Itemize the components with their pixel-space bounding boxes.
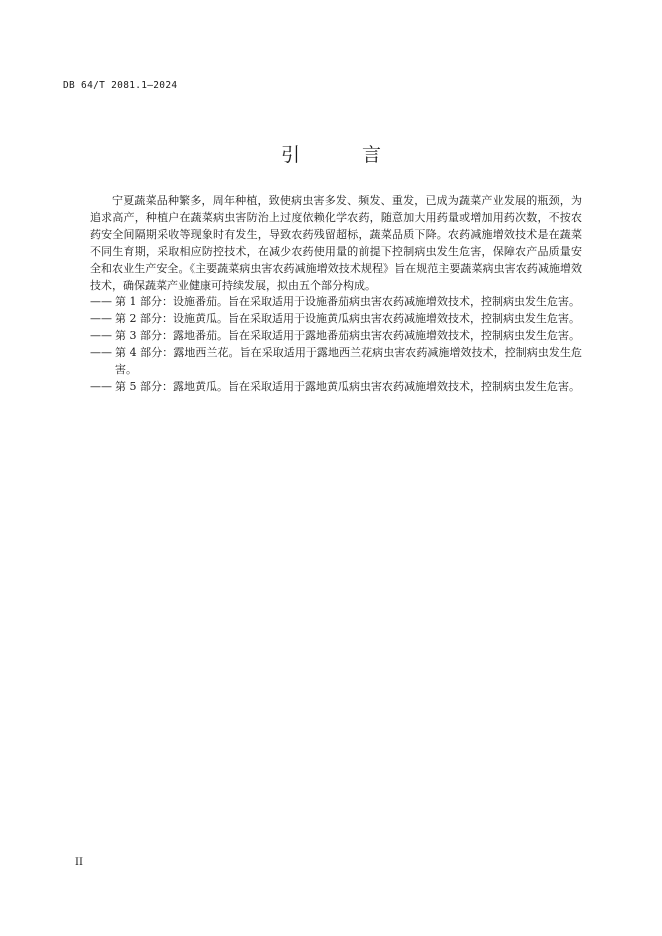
page-number: II bbox=[75, 857, 83, 868]
list-item-text: 第 3 部分：露地番茄。旨在采取适用于露地番茄病虫害农药减施增效技术，控制病虫发生危害。 bbox=[115, 329, 580, 343]
list-dash: —— bbox=[90, 329, 112, 343]
list-item bbox=[90, 294, 582, 311]
list-item bbox=[90, 379, 582, 396]
list-dash: —— bbox=[90, 295, 112, 309]
list-item-text: 第 2 部分：设施黄瓜。旨在采取适用于设施黄瓜病虫害农药减施增效技术，控制病虫发生危害。 bbox=[115, 312, 580, 326]
intro-paragraph: 宁夏蔬菜品种繁多，周年种植，致使病虫害多发、频发、重发，已成为蔬菜产业发展的瓶颈，为追求高产，种植户在蔬菜病虫害防治上过度依赖化学农药，随意加大用药量或增加用药次数，不按农药安全间隔期采收等现象时有发生，导致农药残留超标，蔬菜品质下降。农药减施增效技术是在蔬菜不同生育期，采取相应防控技术，在减少农药使用量的前提下控制病虫发生危害，保障农产品质量安全和农业生产安全。《主要蔬菜病虫害农药减施增效技术规程》旨在规范主要蔬菜病虫害农药减施增效技术，确保蔬菜产业健康可持续发展，拟由五个部分构成。 bbox=[90, 194, 582, 292]
list-item-text: 第 1 部分：设施番茄。旨在采取适用于设施番茄病虫害农药减施增效技术，控制病虫发生危害。 bbox=[115, 295, 580, 309]
list-dash: —— bbox=[90, 346, 112, 360]
list-item bbox=[90, 328, 582, 345]
list-item bbox=[90, 345, 582, 379]
page-title: 引 言 bbox=[280, 144, 410, 166]
list-item-text: 第 4 部分：露地西兰花。旨在采取适用于露地西兰花病虫害农药减施增效技术，控制病虫发生危害。 bbox=[115, 346, 582, 377]
list-dash: —— bbox=[90, 379, 112, 393]
list-item bbox=[90, 311, 582, 328]
list-dash: —— bbox=[90, 312, 112, 326]
standard-code: DB 64/T 2081.1—2024 bbox=[63, 80, 178, 91]
list-item-text: 第 5 部分：露地黄瓜。旨在采取适用于露地黄瓜病虫害农药减施增效技术，控制病虫发生危害。 bbox=[115, 379, 580, 393]
document-body bbox=[90, 193, 582, 396]
